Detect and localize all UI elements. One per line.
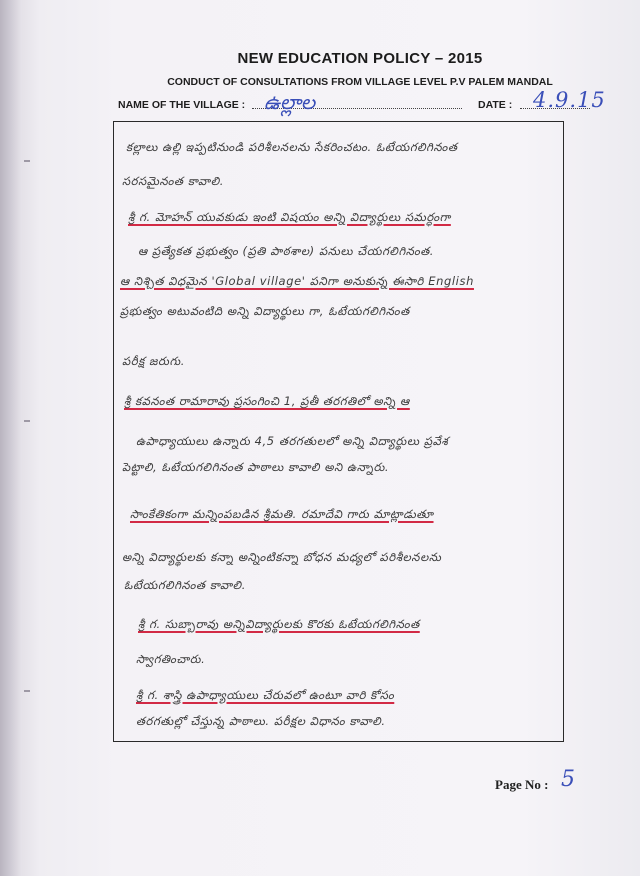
minutes-line: ఆ నిశ్చిత విధమైన 'Global village' పనిగా అనుకున్న ఈసారి English [120,274,474,288]
binding-edge [0,0,22,876]
margin-mark [24,690,30,692]
minutes-line: ఓటేయగలిగినంత కావాలి. [124,578,246,592]
village-value: ఉల్లాల [264,90,316,114]
minutes-line: పరీక్ష జరుగు. [122,354,185,368]
minutes-line: కల్లాలు ఉల్లి ఇప్పటినుండి పరిశీలనలను సేకరించటం. ఓటేయగలిగినంత [126,140,458,154]
date-label: DATE : [478,99,513,111]
minutes-box [113,121,564,742]
minutes-line: ఆ ప్రత్యేకత ప్రభుత్వం (ప్రతి పాఠశాల) పనులు చేయగలిగినంత. [138,244,435,258]
margin-mark [24,420,30,422]
date-value: 4.9.15 [533,88,606,112]
minutes-line: అన్ని విద్యార్థులకు కన్నా అన్నింటికన్నా బోధన మధ్యలో పరిశీలనలను [122,550,442,564]
page-subtitle: CONDUCT OF CONSULTATIONS FROM VILLAGE LEVEL P.V PALEM MANDAL [167,76,553,88]
minutes-line: సాంకేతికంగా మన్నింపబడిన శ్రీమతి. రమాదేవి గారు మాట్లాడుతూ [130,507,434,521]
minutes-line: శ్రీ గ. సుబ్బారావు అన్నివిద్యార్థులకు కొరకు ఓటేయగలిగినంత [138,617,420,631]
page-number-label: Page No : [495,777,549,792]
margin-mark [24,160,30,162]
minutes-line: తరగతుల్లో చేస్తున్న పాఠాలు. పరీక్షల విధానం కావాలి. [136,714,386,728]
minutes-line: శ్రీ కవనంత రామారావు ప్రసంగించి 1, ప్రతీ తరగతిలో అన్ని ఆ [124,394,410,408]
page-number-value: 5 [561,767,575,792]
minutes-line: శ్రీ గ. శాస్త్రి ఉపాధ్యాయులు చేరువలో ఉంటూ వారి కోసం [136,688,395,702]
minutes-line: పెట్టాలి, ఓటేయగలిగినంత పాఠాలు కావాలి అని ఉన్నారు. [122,460,390,474]
village-label: NAME OF THE VILLAGE : [118,99,246,111]
minutes-line: స్వాగతించారు. [136,652,206,666]
page-title: NEW EDUCATION POLICY – 2015 [237,50,483,67]
minutes-line: ఉపాధ్యాయులు ఉన్నారు 4,5 తరగతులలో అన్ని విద్యార్థులు ప్రవేశ [136,434,449,448]
minutes-line: సరసమైనంత కావాలి. [122,174,224,188]
minutes-line: ప్రభుత్వం అటువంటిది అన్ని విద్యార్థులు గా, ఓటేయగలిగినంత [120,304,410,318]
minutes-line: శ్రీ గ. మోహన్ యువకుడు ఇంటి విషయం అన్ని విద్యార్థులు సమర్ధంగా [128,210,451,224]
